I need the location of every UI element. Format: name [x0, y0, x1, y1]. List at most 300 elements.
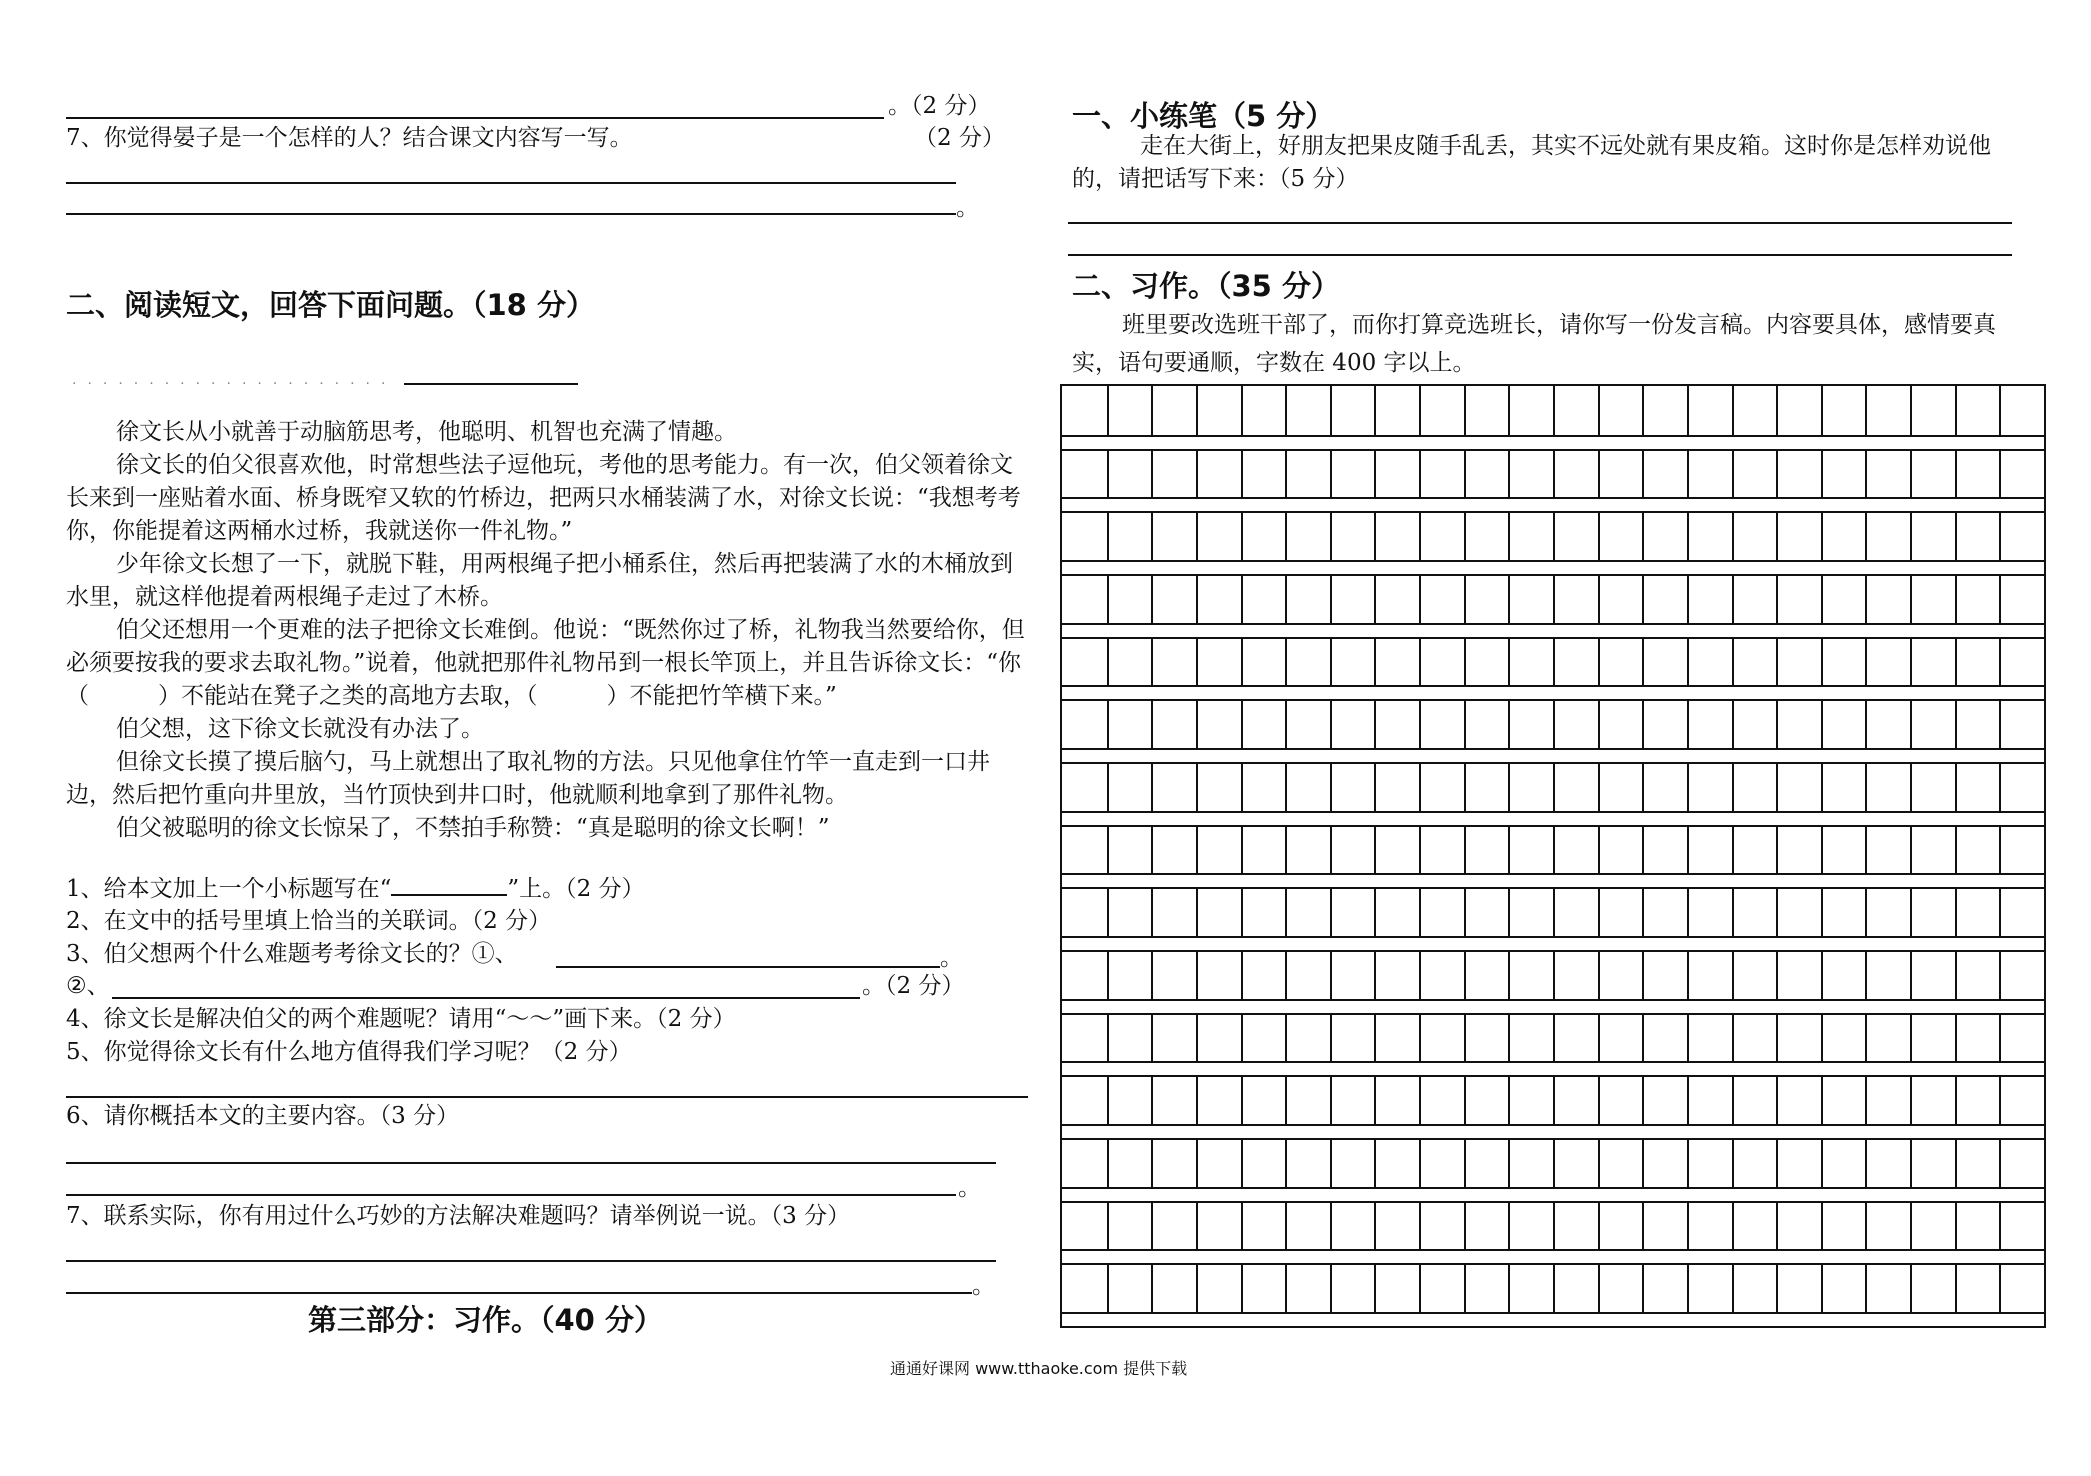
- grid-cell-divider: [1642, 1201, 1644, 1250]
- grid-cell-divider: [1955, 386, 1957, 435]
- grid-cell-divider: [1330, 386, 1332, 435]
- grid-cell-divider: [1598, 574, 1600, 623]
- grid-cell-divider: [1151, 386, 1153, 435]
- grid-cell-divider: [1642, 1263, 1644, 1312]
- grid-cell-divider: [1241, 574, 1243, 623]
- grid-cell-divider: [1464, 511, 1466, 560]
- grid-cell-divider: [1687, 762, 1689, 811]
- question-3-b: ②、: [66, 973, 110, 999]
- grid-cell-divider: [1999, 887, 2001, 936]
- grid-cell-divider: [1821, 762, 1823, 811]
- question-1-score: ”上。（2 分）: [507, 876, 645, 902]
- grid-row: [1062, 887, 2044, 936]
- answer-line: [66, 117, 884, 119]
- grid-cell-divider: [1241, 1138, 1243, 1187]
- grid-cell-divider: [1285, 887, 1287, 936]
- grid-cell-divider: [1553, 1138, 1555, 1187]
- section-2-title: 二、阅读短文，回答下面问题。（18 分）: [66, 288, 595, 322]
- grid-cell-divider: [1330, 762, 1332, 811]
- grid-cell-divider: [1910, 1013, 1912, 1062]
- grid-cell-divider: [1955, 574, 1957, 623]
- grid-cell-divider: [1419, 1013, 1421, 1062]
- grid-cell-divider: [1865, 825, 1867, 874]
- grid-cell-divider: [1464, 1201, 1466, 1250]
- grid-cell-divider: [1865, 511, 1867, 560]
- grid-cell-divider: [1642, 1013, 1644, 1062]
- grid-cell-divider: [1285, 1138, 1287, 1187]
- grid-cell-divider: [1776, 1201, 1778, 1250]
- grid-cell-divider: [1196, 825, 1198, 874]
- grid-cell-divider: [1464, 574, 1466, 623]
- grid-row-line: [1062, 1124, 2044, 1126]
- grid-cell-divider: [1508, 1075, 1510, 1124]
- grid-row: [1062, 386, 2044, 435]
- grid-cell-divider: [1999, 1138, 2001, 1187]
- grid-cell-divider: [1999, 762, 2001, 811]
- grid-cell-divider: [1330, 1201, 1332, 1250]
- grid-cell-divider: [1776, 950, 1778, 999]
- grid-cell-divider: [1151, 1013, 1153, 1062]
- grid-cell-divider: [1642, 574, 1644, 623]
- grid-row-line: [1062, 1187, 2044, 1189]
- question-5: 5、你觉得徐文长有什么地方值得我们学习呢？（2 分）: [66, 1039, 632, 1065]
- grid-cell-divider: [1776, 637, 1778, 686]
- grid-cell-divider: [1107, 386, 1109, 435]
- grid-cell-divider: [1151, 1263, 1153, 1312]
- answer-line: [66, 1162, 996, 1164]
- grid-cell-divider: [1821, 637, 1823, 686]
- grid-cell-divider: [1598, 1201, 1600, 1250]
- grid-cell-divider: [1553, 825, 1555, 874]
- question-7: 7、联系实际，你有用过什么巧妙的方法解决难题吗？请举例说一说。（3 分）: [66, 1203, 851, 1229]
- grid-cell-divider: [1330, 950, 1332, 999]
- grid-cell-divider: [1642, 762, 1644, 811]
- grid-cell-divider: [1241, 449, 1243, 498]
- grid-cell-divider: [1464, 1075, 1466, 1124]
- grid-row: [1062, 449, 2044, 498]
- grid-cell-divider: [1196, 1075, 1198, 1124]
- grid-cell-divider: [1464, 1013, 1466, 1062]
- passage-paragraph: 徐文长的伯父很喜欢他，时常想些法子逗他玩，考他的思考能力。有一次，伯父领着徐文长来到一座贴着水面、桥身既窄又软的竹桥边，把两只水桶装满了水，对徐文长说：“我想考考你，你能提着这两桶水过桥，我就送你一件礼物。”: [66, 452, 1021, 544]
- grid-cell-divider: [1196, 699, 1198, 748]
- grid-cell-divider: [1910, 637, 1912, 686]
- grid-cell-divider: [1598, 511, 1600, 560]
- grid-cell-divider: [1508, 762, 1510, 811]
- grid-cell-divider: [1330, 1013, 1332, 1062]
- grid-cell-divider: [1107, 1013, 1109, 1062]
- grid-cell-divider: [1508, 449, 1510, 498]
- grid-cell-divider: [1732, 1013, 1734, 1062]
- grid-cell-divider: [1955, 1075, 1957, 1124]
- answer-line: [556, 966, 940, 968]
- grid-cell-divider: [1107, 1075, 1109, 1124]
- grid-cell-divider: [1955, 699, 1957, 748]
- composition-grid[interactable]: [1060, 384, 2046, 1328]
- grid-cell-divider: [1285, 825, 1287, 874]
- grid-cell-divider: [1107, 950, 1109, 999]
- grid-cell-divider: [1107, 887, 1109, 936]
- grid-cell-divider: [1464, 1138, 1466, 1187]
- grid-cell-divider: [1598, 449, 1600, 498]
- grid-cell-divider: [1687, 1013, 1689, 1062]
- grid-cell-divider: [1508, 950, 1510, 999]
- grid-cell-divider: [1865, 699, 1867, 748]
- question-4: 4、徐文长是解决伯父的两个难题呢？请用“～～”画下来。（2 分）: [66, 1006, 736, 1032]
- answer-line: [66, 1260, 996, 1262]
- grid-cell-divider: [1910, 1075, 1912, 1124]
- grid-cell-divider: [1330, 511, 1332, 560]
- grid-cell-divider: [1821, 1263, 1823, 1312]
- grid-cell-divider: [1330, 637, 1332, 686]
- grid-cell-divider: [1553, 1201, 1555, 1250]
- grid-cell-divider: [1419, 1201, 1421, 1250]
- grid-cell-divider: [1330, 699, 1332, 748]
- grid-cell-divider: [1910, 511, 1912, 560]
- grid-row: [1062, 1138, 2044, 1187]
- grid-cell-divider: [1999, 1075, 2001, 1124]
- grid-cell-divider: [1553, 449, 1555, 498]
- footer-text: 通通好课网 www.tthaoke.com 提供下载: [890, 1359, 1188, 1378]
- grid-cell-divider: [1687, 1263, 1689, 1312]
- grid-cell-divider: [1241, 825, 1243, 874]
- grid-cell-divider: [1598, 386, 1600, 435]
- grid-cell-divider: [1285, 762, 1287, 811]
- question-1-text: 1、给本文加上一个小标题写在“: [66, 876, 392, 902]
- grid-cell-divider: [1910, 574, 1912, 623]
- grid-cell-divider: [1687, 574, 1689, 623]
- answer-line: [66, 213, 956, 215]
- grid-cell-divider: [1285, 699, 1287, 748]
- grid-cell-divider: [1955, 1201, 1957, 1250]
- grid-cell-divider: [1107, 637, 1109, 686]
- grid-cell-divider: [1598, 950, 1600, 999]
- grid-cell-divider: [1374, 511, 1376, 560]
- grid-cell-divider: [1910, 449, 1912, 498]
- grid-cell-divider: [1955, 887, 1957, 936]
- grid-cell-divider: [1553, 574, 1555, 623]
- grid-cell-divider: [1598, 1075, 1600, 1124]
- grid-cell-divider: [1330, 825, 1332, 874]
- grid-cell-divider: [1151, 574, 1153, 623]
- grid-cell-divider: [1508, 637, 1510, 686]
- grid-cell-divider: [1821, 887, 1823, 936]
- grid-cell-divider: [1687, 449, 1689, 498]
- grid-row: [1062, 637, 2044, 686]
- grid-cell-divider: [1910, 950, 1912, 999]
- grid-cell-divider: [1196, 762, 1198, 811]
- grid-cell-divider: [1151, 950, 1153, 999]
- grid-row-line: [1062, 1249, 2044, 1251]
- grid-cell-divider: [1776, 449, 1778, 498]
- grid-cell-divider: [1374, 1263, 1376, 1312]
- grid-cell-divider: [1107, 825, 1109, 874]
- grid-cell-divider: [1107, 1263, 1109, 1312]
- grid-cell-divider: [1419, 762, 1421, 811]
- grid-row-line: [1062, 936, 2044, 938]
- grid-row-line: [1062, 623, 2044, 625]
- grid-cell-divider: [1196, 574, 1198, 623]
- grid-cell-divider: [1642, 1138, 1644, 1187]
- answer-line: [66, 1292, 972, 1294]
- grid-cell-divider: [1598, 1013, 1600, 1062]
- grid-cell-divider: [1241, 1075, 1243, 1124]
- grid-cell-divider: [1553, 1075, 1555, 1124]
- grid-cell-divider: [1999, 825, 2001, 874]
- grid-cell-divider: [1865, 386, 1867, 435]
- grid-cell-divider: [1821, 1013, 1823, 1062]
- grid-cell-divider: [1285, 1075, 1287, 1124]
- grid-row-line: [1062, 435, 2044, 437]
- question-6: 6、请你概括本文的主要内容。（3 分）: [66, 1103, 460, 1129]
- grid-cell-divider: [1821, 825, 1823, 874]
- grid-cell-divider: [1687, 887, 1689, 936]
- grid-cell-divider: [1419, 887, 1421, 936]
- grid-cell-divider: [1999, 574, 2001, 623]
- passage-paragraph: 少年徐文长想了一下，就脱下鞋，用两根绳子把小桶系住，然后再把装满了水的木桶放到水里，就这样他提着两根绳子走过了木桥。: [66, 551, 1013, 610]
- grid-cell-divider: [1374, 1201, 1376, 1250]
- grid-row: [1062, 1075, 2044, 1124]
- line-end-mark: 。: [958, 1175, 981, 1201]
- grid-cell-divider: [1151, 1138, 1153, 1187]
- answer-line: [66, 1194, 956, 1196]
- grid-cell-divider: [1732, 449, 1734, 498]
- grid-cell-divider: [1955, 511, 1957, 560]
- grid-cell-divider: [1419, 1263, 1421, 1312]
- dotted-line: .....................: [72, 372, 397, 388]
- grid-cell-divider: [1553, 1013, 1555, 1062]
- passage-paragraph: 伯父想，这下徐文长就没有办法了。: [116, 716, 484, 742]
- grid-cell-divider: [1910, 699, 1912, 748]
- grid-cell-divider: [1196, 386, 1198, 435]
- grid-cell-divider: [1374, 449, 1376, 498]
- grid-cell-divider: [1821, 699, 1823, 748]
- passage-paragraph: 伯父还想用一个更难的法子把徐文长难倒。他说：“既然你过了桥，礼物我当然要给你，但必须要按我的要求去取礼物。”说着，他就把那件礼物吊到一根长竿顶上，并且告诉徐文长：“你（ ）不能站在凳子之类的高地方去取，（ ）不能把竹竿横下来。”: [66, 617, 1025, 709]
- grid-cell-divider: [1330, 1075, 1332, 1124]
- grid-cell-divider: [1821, 950, 1823, 999]
- grid-cell-divider: [1598, 887, 1600, 936]
- reading-passage: [66, 416, 1026, 845]
- grid-cell-divider: [1687, 825, 1689, 874]
- grid-cell-divider: [1107, 511, 1109, 560]
- grid-cell-divider: [1374, 825, 1376, 874]
- grid-cell-divider: [1419, 449, 1421, 498]
- grid-cell-divider: [1241, 511, 1243, 560]
- right-section-2-title: 二、习作。（35 分）: [1072, 269, 1340, 303]
- grid-cell-divider: [1821, 449, 1823, 498]
- grid-cell-divider: [1508, 1013, 1510, 1062]
- answer-line: [1068, 254, 2012, 256]
- right-section-1-title: 一、小练笔（5 分）: [1072, 99, 1335, 133]
- grid-cell-divider: [1553, 1263, 1555, 1312]
- grid-cell-divider: [1464, 887, 1466, 936]
- grid-row-line: [1062, 497, 2044, 499]
- grid-cell-divider: [1285, 449, 1287, 498]
- grid-cell-divider: [1642, 887, 1644, 936]
- grid-cell-divider: [1687, 386, 1689, 435]
- grid-cell-divider: [1732, 386, 1734, 435]
- grid-cell-divider: [1955, 1263, 1957, 1312]
- grid-row-line: [1062, 811, 2044, 813]
- grid-cell-divider: [1732, 699, 1734, 748]
- grid-cell-divider: [1910, 1138, 1912, 1187]
- grid-cell-divider: [1553, 637, 1555, 686]
- grid-cell-divider: [1241, 762, 1243, 811]
- grid-cell-divider: [1642, 511, 1644, 560]
- grid-cell-divider: [1732, 1138, 1734, 1187]
- grid-cell-divider: [1821, 386, 1823, 435]
- grid-cell-divider: [1196, 950, 1198, 999]
- grid-cell-divider: [1642, 1075, 1644, 1124]
- grid-cell-divider: [1464, 637, 1466, 686]
- grid-cell-divider: [1821, 511, 1823, 560]
- grid-cell-divider: [1865, 1013, 1867, 1062]
- grid-cell-divider: [1776, 1075, 1778, 1124]
- grid-cell-divider: [1151, 699, 1153, 748]
- grid-cell-divider: [1419, 511, 1421, 560]
- grid-row: [1062, 574, 2044, 623]
- title-blank[interactable]: [391, 872, 507, 896]
- grid-cell-divider: [1999, 511, 2001, 560]
- grid-cell-divider: [1999, 699, 2001, 748]
- part-3-title: 第三部分：习作。（40 分）: [308, 1303, 663, 1337]
- grid-cell-divider: [1865, 1138, 1867, 1187]
- grid-cell-divider: [1285, 1201, 1287, 1250]
- grid-cell-divider: [1687, 1201, 1689, 1250]
- grid-cell-divider: [1464, 386, 1466, 435]
- grid-cell-divider: [1151, 825, 1153, 874]
- question-1: [66, 872, 645, 905]
- grid-cell-divider: [1999, 637, 2001, 686]
- grid-cell-divider: [1776, 511, 1778, 560]
- grid-cell-divider: [1330, 1263, 1332, 1312]
- grid-cell-divider: [1776, 825, 1778, 874]
- grid-cell-divider: [1285, 637, 1287, 686]
- grid-cell-divider: [1955, 637, 1957, 686]
- grid-cell-divider: [1955, 449, 1957, 498]
- question-score: （2 分）: [914, 125, 1005, 151]
- grid-cell-divider: [1464, 699, 1466, 748]
- grid-cell-divider: [1374, 574, 1376, 623]
- grid-cell-divider: [1910, 762, 1912, 811]
- grid-cell-divider: [1821, 1201, 1823, 1250]
- passage-paragraph: 徐文长从小就善于动脑筋思考，他聪明、机智也充满了情趣。: [116, 419, 737, 445]
- question-score: 。（2 分）: [888, 93, 991, 119]
- grid-cell-divider: [1553, 511, 1555, 560]
- grid-cell-divider: [1999, 950, 2001, 999]
- grid-cell-divider: [1285, 511, 1287, 560]
- grid-cell-divider: [1241, 386, 1243, 435]
- grid-cell-divider: [1687, 1075, 1689, 1124]
- grid-row: [1062, 511, 2044, 560]
- grid-cell-divider: [1330, 449, 1332, 498]
- grid-cell-divider: [1508, 1201, 1510, 1250]
- line-end-mark: 。: [940, 945, 963, 971]
- grid-cell-divider: [1374, 1138, 1376, 1187]
- right-section-1-text: 走在大街上，好朋友把果皮随手乱丢，其实不远处就有果皮箱。这时你是怎样劝说他的，请把话写下来：（5 分）: [1072, 133, 1991, 192]
- grid-cell-divider: [1107, 1138, 1109, 1187]
- grid-cell-divider: [1464, 950, 1466, 999]
- grid-cell-divider: [1464, 762, 1466, 811]
- grid-cell-divider: [1419, 699, 1421, 748]
- question-score: 。（2 分）: [862, 973, 965, 999]
- grid-cell-divider: [1374, 386, 1376, 435]
- grid-cell-divider: [1732, 511, 1734, 560]
- grid-cell-divider: [1508, 1263, 1510, 1312]
- answer-line: [66, 1096, 1028, 1098]
- grid-cell-divider: [1732, 1201, 1734, 1250]
- grid-row: [1062, 699, 2044, 748]
- grid-cell-divider: [1910, 1263, 1912, 1312]
- grid-cell-divider: [1732, 825, 1734, 874]
- grid-cell-divider: [1508, 699, 1510, 748]
- grid-cell-divider: [1419, 1075, 1421, 1124]
- grid-cell-divider: [1732, 574, 1734, 623]
- grid-cell-divider: [1196, 887, 1198, 936]
- grid-cell-divider: [1865, 1075, 1867, 1124]
- grid-cell-divider: [1151, 762, 1153, 811]
- grid-cell-divider: [1598, 825, 1600, 874]
- grid-cell-divider: [1910, 825, 1912, 874]
- question-3: 3、伯父想两个什么难题考考徐文长的？①、: [66, 941, 518, 967]
- grid-row: [1062, 1263, 2044, 1312]
- grid-cell-divider: [1776, 1263, 1778, 1312]
- grid-cell-divider: [1642, 386, 1644, 435]
- grid-cell-divider: [1553, 699, 1555, 748]
- grid-cell-divider: [1776, 574, 1778, 623]
- answer-line: [404, 383, 578, 385]
- grid-row: [1062, 950, 2044, 999]
- grid-cell-divider: [1241, 1013, 1243, 1062]
- grid-cell-divider: [1285, 950, 1287, 999]
- question-2: 2、在文中的括号里填上恰当的关联词。（2 分）: [66, 908, 552, 934]
- grid-cell-divider: [1865, 950, 1867, 999]
- grid-cell-divider: [1151, 511, 1153, 560]
- grid-row-line: [1062, 1061, 2044, 1063]
- grid-cell-divider: [1330, 887, 1332, 936]
- grid-cell-divider: [1285, 574, 1287, 623]
- grid-cell-divider: [1508, 825, 1510, 874]
- grid-cell-divider: [1732, 637, 1734, 686]
- grid-cell-divider: [1821, 1075, 1823, 1124]
- grid-cell-divider: [1196, 637, 1198, 686]
- grid-cell-divider: [1285, 386, 1287, 435]
- grid-cell-divider: [1553, 386, 1555, 435]
- grid-cell-divider: [1285, 1013, 1287, 1062]
- grid-cell-divider: [1151, 1075, 1153, 1124]
- grid-row-line: [1062, 748, 2044, 750]
- grid-cell-divider: [1196, 1013, 1198, 1062]
- grid-cell-divider: [1374, 1075, 1376, 1124]
- grid-cell-divider: [1196, 449, 1198, 498]
- grid-cell-divider: [1598, 1263, 1600, 1312]
- answer-line: [1068, 222, 2012, 224]
- grid-cell-divider: [1419, 386, 1421, 435]
- grid-cell-divider: [1151, 637, 1153, 686]
- answer-line: [112, 997, 860, 999]
- grid-cell-divider: [1999, 449, 2001, 498]
- grid-cell-divider: [1107, 762, 1109, 811]
- grid-row: [1062, 762, 2044, 811]
- grid-cell-divider: [1732, 950, 1734, 999]
- grid-cell-divider: [1999, 1201, 2001, 1250]
- grid-cell-divider: [1508, 574, 1510, 623]
- grid-cell-divider: [1598, 1138, 1600, 1187]
- grid-cell-divider: [1419, 637, 1421, 686]
- grid-cell-divider: [1642, 950, 1644, 999]
- grid-row-line: [1062, 685, 2044, 687]
- grid-cell-divider: [1374, 699, 1376, 748]
- grid-cell-divider: [1776, 1013, 1778, 1062]
